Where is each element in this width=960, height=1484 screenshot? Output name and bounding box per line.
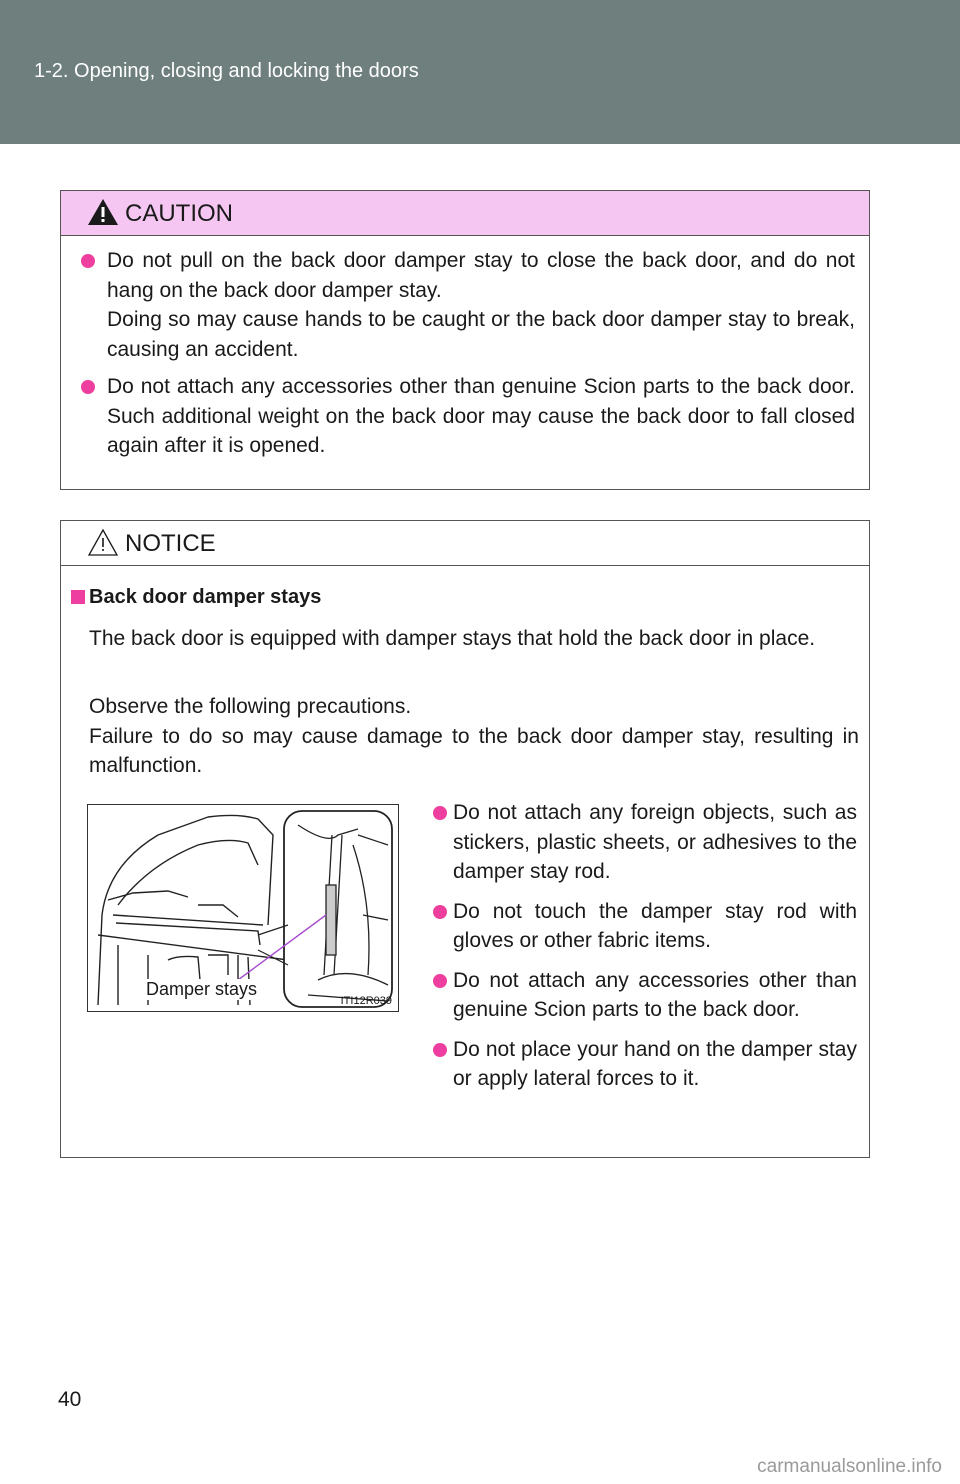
caution-item-text: Doing so may cause hands to be caught or the back door damper stay to break, causing an accident.	[107, 308, 855, 361]
caution-box	[60, 190, 870, 490]
bullet-icon	[433, 905, 447, 919]
notice-item-text: Do not place your hand on the damper stay or apply lateral forces to it.	[453, 1037, 857, 1090]
notice-label: NOTICE	[125, 530, 216, 557]
notice-item	[427, 798, 857, 887]
figure-code: ITI12R039	[340, 995, 392, 1007]
notice-item-text: Do not attach any foreign objects, such as stickers, plastic sheets, or adhesives to the damper stay rod.	[453, 801, 857, 883]
notice-item-text: Do not touch the damper stay rod with gloves or other fabric items.	[453, 899, 857, 952]
section-title: 1-2. Opening, closing and locking the doors	[34, 60, 419, 82]
bullet-icon	[433, 806, 447, 820]
notice-body	[61, 566, 869, 1156]
notice-box	[60, 520, 870, 1158]
bullet-icon	[433, 974, 447, 988]
notice-bullet-list	[427, 798, 857, 1104]
caution-item-text: Do not attach any accessories other than genuine Scion parts to the back door. Such additional weight on the back door may cause the back door to fall closed again after it is opened.	[107, 375, 855, 457]
watermark: carmanualsonline.info	[757, 1456, 942, 1477]
notice-item	[427, 1035, 857, 1094]
figure-label: Damper stays	[146, 979, 258, 999]
notice-paragraph	[89, 692, 859, 781]
warning-icon	[87, 197, 119, 227]
damper-stay-figure	[87, 804, 399, 1012]
notice-item-text: Do not attach any accessories other than genuine Scion parts to the back door.	[453, 968, 857, 1021]
caution-label: CAUTION	[125, 200, 233, 227]
notice-item	[427, 966, 857, 1025]
bullet-icon	[81, 254, 95, 268]
notice-paragraph-line: Failure to do so may cause damage to the back door damper stay, resulting in malfunction.	[89, 724, 859, 777]
square-bullet-icon	[71, 590, 85, 604]
notice-subheading: Back door damper stays	[89, 586, 322, 608]
page-number: 40	[58, 1388, 82, 1411]
notice-paragraph: The back door is equipped with damper stays that hold the back door in place.	[89, 627, 816, 650]
page-header	[0, 0, 960, 144]
notice-paragraph-line: Observe the following precautions.	[89, 695, 412, 718]
caution-item-text: Do not pull on the back door damper stay to close the back door, and do not hang on the back door damper stay.	[107, 249, 855, 302]
bullet-icon	[433, 1043, 447, 1057]
warning-outline-icon	[87, 527, 119, 557]
notice-header	[61, 521, 869, 566]
notice-item	[427, 897, 857, 956]
caution-header	[61, 191, 869, 236]
caution-item	[61, 372, 869, 461]
caution-item	[61, 246, 869, 364]
bullet-icon	[81, 380, 95, 394]
